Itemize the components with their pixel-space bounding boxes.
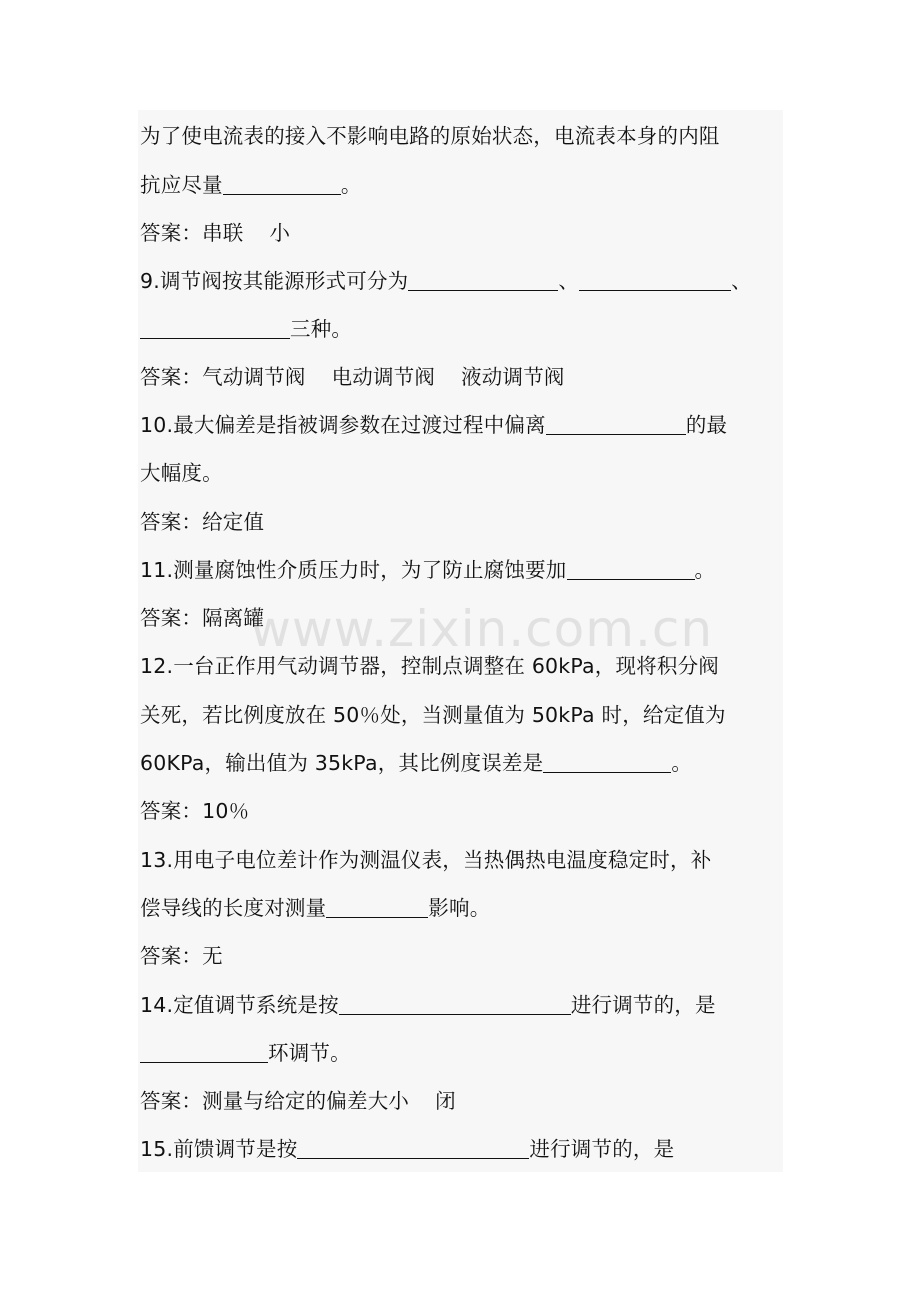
question-8-line-1: 为了使电流表的接入不影响电路的原始状态，电流表本身的内阻	[140, 124, 720, 148]
answer-blank	[326, 895, 428, 918]
question-9-line-1: 9.调节阀按其能源形式可分为 、 、	[140, 269, 752, 293]
answer-blank	[546, 412, 686, 435]
question-14-line-1: 14.定值调节系统是按 进行调节的，是	[140, 993, 716, 1017]
question-12-line-3: 60KPa，输出值为 35kPa，其比例度误差是 。	[140, 751, 693, 775]
watermark: www.zixin.com.cn	[250, 600, 714, 658]
answer-14: 答案：测量与给定的偏差大小 闭	[140, 1089, 456, 1113]
question-12-line-1: 12.一台正作用气动调节器，控制点调整在 60kPa，现将积分阀	[140, 654, 719, 678]
answer-blank	[339, 992, 571, 1015]
question-11: 11.测量腐蚀性介质压力时，为了防止腐蚀要加 。	[140, 558, 716, 582]
answer-12: 答案：10％	[140, 799, 250, 823]
answer-blank	[297, 1136, 529, 1159]
answer-blank	[408, 268, 558, 291]
question-13-line-2: 偿导线的长度对测量 影响。	[140, 896, 491, 920]
answer-8: 答案：串联 小	[140, 221, 291, 245]
question-12-line-2: 关死，若比例度放在 50％处，当测量值为 50kPa 时，给定值为	[140, 703, 726, 727]
question-9-line-2: 三种。	[140, 314, 352, 344]
question-8-line-2: 抗应尽量 。	[140, 173, 362, 197]
answer-blank	[567, 557, 695, 580]
answer-blank	[140, 316, 290, 339]
answer-blank	[543, 750, 671, 773]
answer-10: 答案：给定值	[140, 510, 265, 534]
answer-blank	[140, 1040, 268, 1063]
answer-9: 答案：气动调节阀 电动调节阀 液动调节阀	[140, 365, 565, 389]
question-10-line-1: 10.最大偏差是指被调参数在过渡过程中偏离 的最	[140, 413, 728, 437]
question-15-line-1: 15.前馈调节是按 进行调节的，是	[140, 1137, 675, 1161]
answer-11: 答案：隔离罐	[140, 606, 265, 630]
question-13-line-1: 13.用电子电位差计作为测温仪表，当热偶热电温度稳定时，补	[140, 848, 712, 872]
answer-13: 答案：无	[140, 944, 223, 968]
answer-blank	[579, 268, 731, 291]
question-14-line-2: 环调节。	[140, 1038, 351, 1068]
question-10-line-2: 大幅度。	[140, 461, 223, 485]
answer-blank	[223, 172, 341, 195]
